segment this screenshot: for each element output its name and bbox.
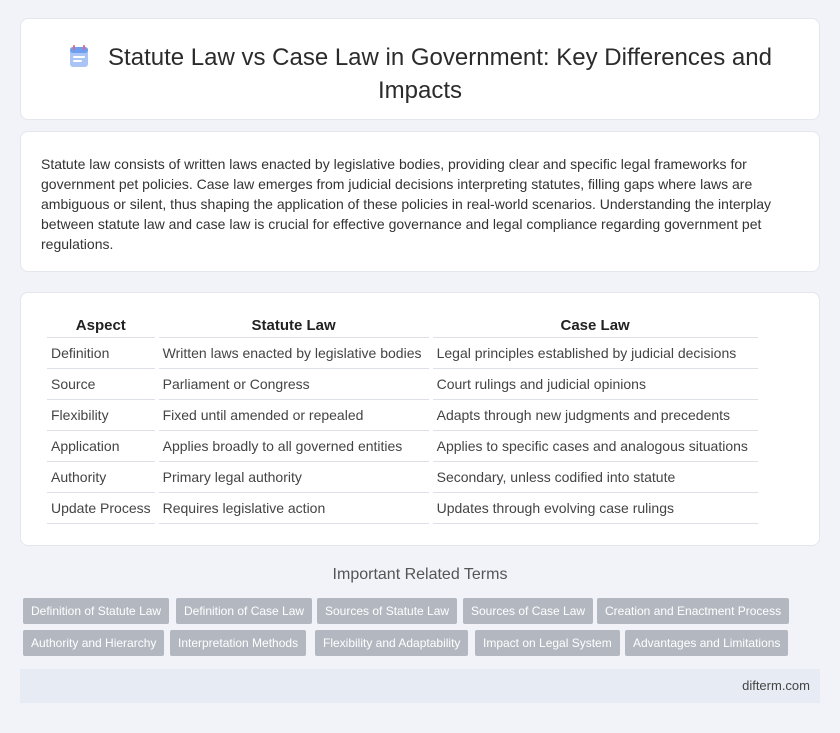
table-row <box>47 431 758 462</box>
comparison-table-card <box>20 292 820 546</box>
table-row <box>47 338 758 369</box>
related-terms-title: Important Related Terms <box>332 566 508 583</box>
table-cell: Primary legal authority <box>159 462 429 493</box>
table-cell: Definition <box>47 338 155 369</box>
tag-advantages-limitations[interactable]: Advantages and Limitations <box>625 630 788 656</box>
tag-flexibility-adaptability[interactable]: Flexibility and Adaptability <box>315 630 468 656</box>
table-cell: Legal principles established by judicial decisions <box>433 338 758 369</box>
tag-creation-enactment[interactable]: Creation and Enactment Process <box>597 598 789 624</box>
intro-paragraph: Statute law consists of written laws enacted by legislative bodies, providing clear and specific legal frameworks for government pet policies. Case law emerges from judicial decisions interpreting statutes, filling gaps where laws are ambiguous or silent, thus shaping the application of these policies in real-world scenarios. Understanding the interplay between statute law and case law is crucial for effective governance and legal compliance regarding government pet regulations. <box>41 156 771 252</box>
tag-interpretation-methods[interactable]: Interpretation Methods <box>170 630 306 656</box>
tag-definition-case-law[interactable]: Definition of Case Law <box>176 598 312 624</box>
table-cell: Applies to specific cases and analogous situations <box>433 431 758 462</box>
table-cell: Parliament or Congress <box>159 369 429 400</box>
footer <box>20 669 820 703</box>
table-cell: Update Process <box>47 493 155 524</box>
tag-sources-statute-law[interactable]: Sources of Statute Law <box>317 598 457 624</box>
table-row <box>47 493 758 524</box>
intro-card <box>20 131 820 272</box>
table-cell: Source <box>47 369 155 400</box>
tag-impact-legal-system[interactable]: Impact on Legal System <box>475 630 620 656</box>
table-cell: Flexibility <box>47 400 155 431</box>
comparison-table <box>43 314 762 524</box>
table-cell: Updates through evolving case rulings <box>433 493 758 524</box>
header-case-law: Case Law <box>433 314 758 338</box>
page-title-text: Statute Law vs Case Law in Government: Key Differences and Impacts <box>108 44 772 104</box>
tag-definition-statute-law[interactable]: Definition of Statute Law <box>23 598 169 624</box>
header-statute-law: Statute Law <box>159 314 429 338</box>
tag-sources-case-law[interactable]: Sources of Case Law <box>463 598 593 624</box>
document-icon <box>68 44 90 76</box>
table-cell: Requires legislative action <box>159 493 429 524</box>
table-header-row <box>47 314 758 338</box>
table-cell: Adapts through new judgments and precedents <box>433 400 758 431</box>
table-cell: Authority <box>47 462 155 493</box>
header-aspect: Aspect <box>47 314 155 338</box>
table-row <box>47 369 758 400</box>
table-cell: Written laws enacted by legislative bodies <box>159 338 429 369</box>
table-row <box>47 462 758 493</box>
table-cell: Court rulings and judicial opinions <box>433 369 758 400</box>
table-cell: Application <box>47 431 155 462</box>
tag-authority-hierarchy[interactable]: Authority and Hierarchy <box>23 630 164 656</box>
table-cell: Applies broadly to all governed entities <box>159 431 429 462</box>
table-cell: Fixed until amended or repealed <box>159 400 429 431</box>
title-card <box>20 18 820 120</box>
table-row <box>47 400 758 431</box>
footer-site[interactable]: difterm.com <box>742 678 810 693</box>
page-title <box>61 43 779 106</box>
table-cell: Secondary, unless codified into statute <box>433 462 758 493</box>
